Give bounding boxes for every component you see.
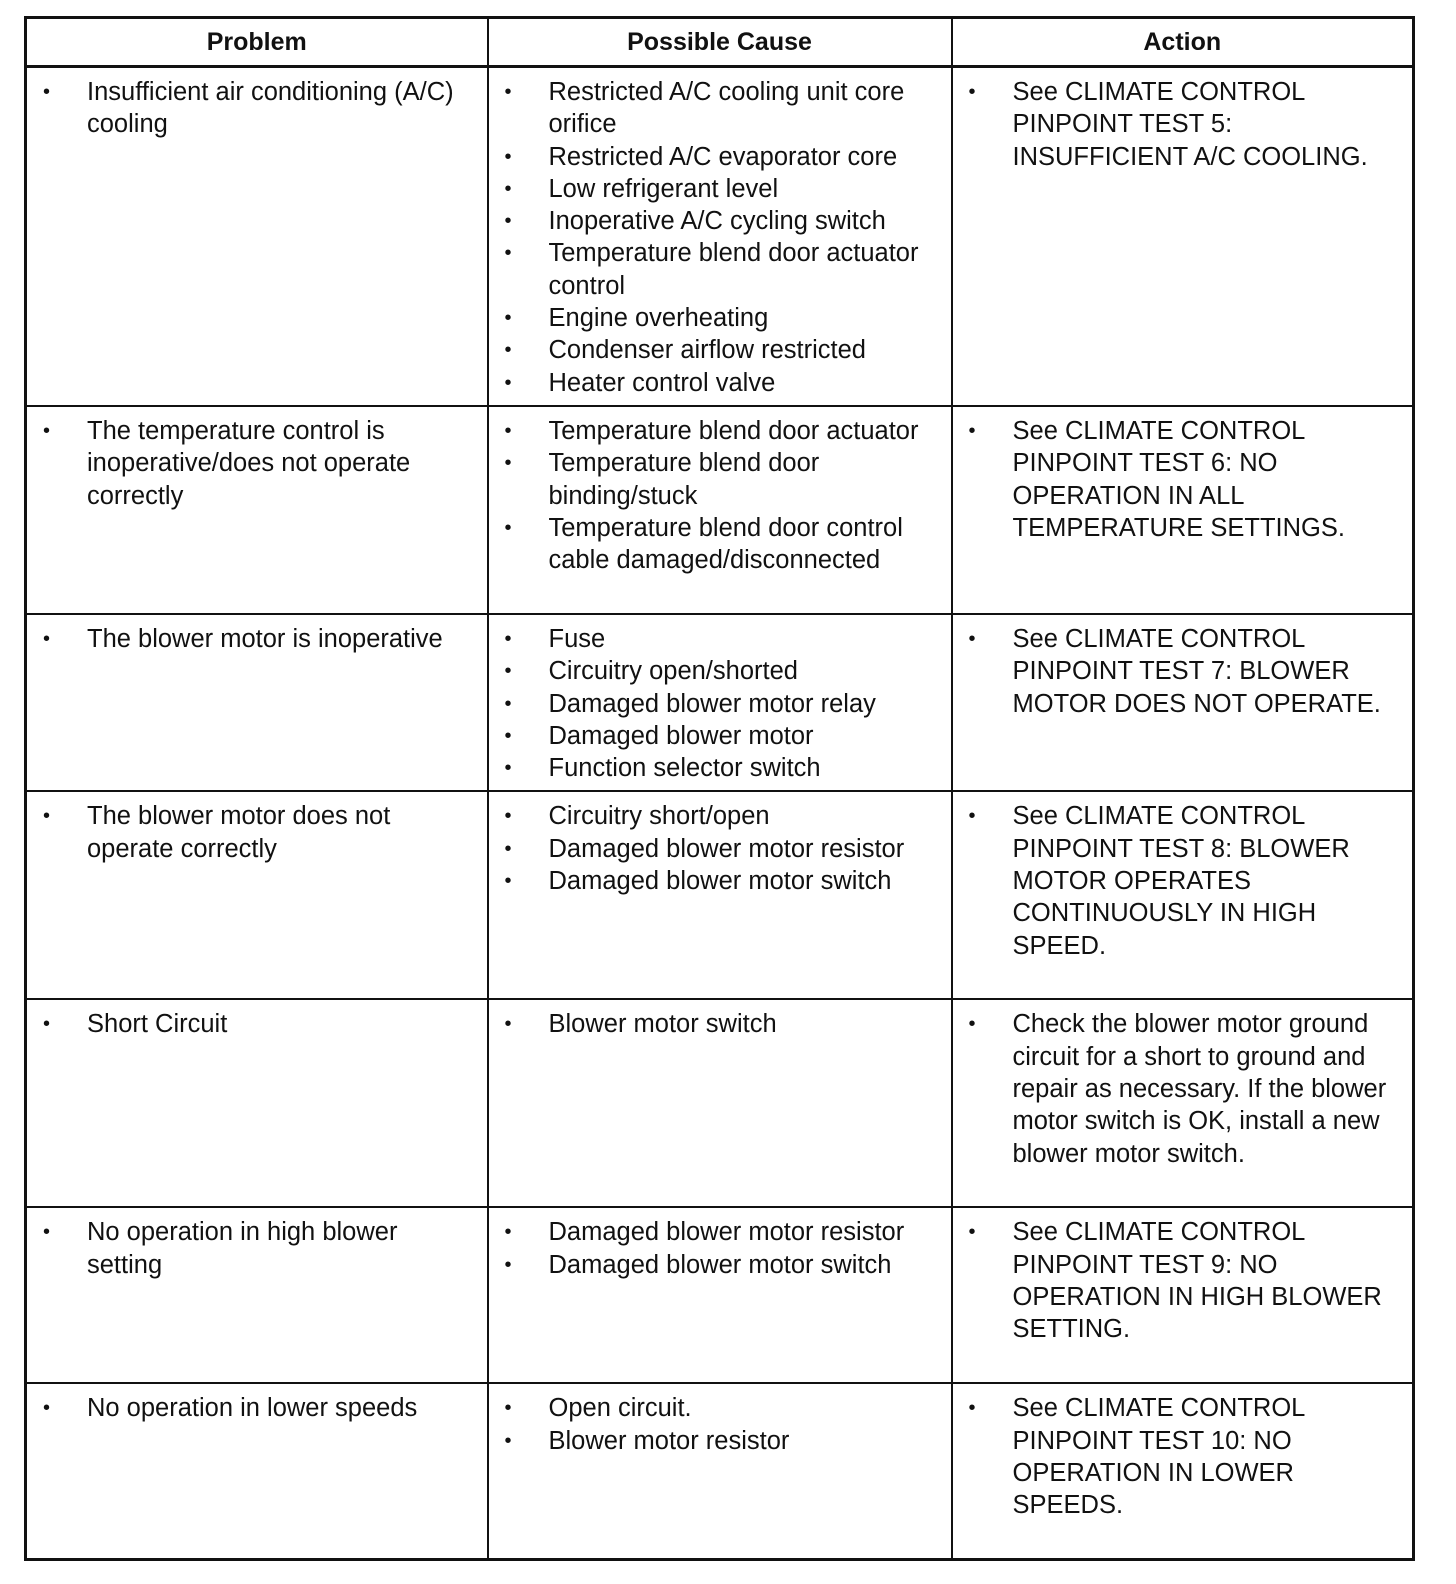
cause-item — [499, 833, 941, 865]
bullet-icon: • — [43, 627, 51, 650]
cause-text: Damaged blower motor — [548, 721, 814, 750]
cause-item — [499, 1216, 941, 1248]
bullet-icon: • — [43, 1013, 51, 1036]
cause-text: Damaged blower motor switch — [548, 1250, 892, 1279]
table-row — [26, 791, 1414, 999]
action-list — [963, 800, 1403, 961]
bullet-icon: • — [504, 870, 512, 893]
possible-cause-column-header: Possible Cause — [488, 18, 952, 67]
problem-list — [37, 1392, 477, 1424]
cause-item — [499, 720, 941, 752]
bullet-icon: • — [504, 660, 512, 683]
problem-text: Short Circuit — [87, 1010, 228, 1039]
bullet-icon: • — [504, 1397, 512, 1420]
action-cell — [952, 67, 1414, 406]
problem-item — [37, 800, 477, 865]
action-text: See CLIMATE CONTROL PINPOINT TEST 7: BLOWER MOTOR DOES NOT OPERATE. — [1012, 624, 1381, 718]
cause-item — [499, 512, 941, 577]
cause-text: Blower motor switch — [548, 1010, 777, 1039]
action-cell — [952, 614, 1414, 791]
bullet-icon: • — [504, 81, 512, 103]
action-text: See CLIMATE CONTROL PINPOINT TEST 8: BLOWER MOTOR OPERATES CONTINUOUSLY IN HIGH SPEED. — [1012, 802, 1350, 960]
action-cell — [952, 406, 1414, 614]
diagnosis-table — [24, 16, 1415, 1561]
bullet-icon: • — [968, 805, 976, 828]
cause-item — [499, 141, 941, 173]
bullet-icon: • — [504, 1253, 512, 1276]
cause-text: Circuitry open/shorted — [548, 657, 798, 686]
bullet-icon: • — [504, 837, 512, 860]
bullet-icon: • — [504, 307, 512, 330]
cause-text: Temperature blend door control cable damaged/disconnected — [548, 513, 903, 575]
action-item — [963, 623, 1403, 720]
cause-cell — [488, 999, 952, 1207]
cause-text: Blower motor resistor — [548, 1426, 790, 1455]
problem-item — [37, 76, 477, 141]
cause-item — [499, 623, 941, 655]
cause-item — [499, 334, 941, 366]
bullet-icon: • — [968, 1013, 976, 1036]
problem-item — [37, 1216, 477, 1281]
bullet-icon: • — [968, 1397, 976, 1420]
cause-text: Restricted A/C evaporator core — [548, 142, 898, 171]
cause-item — [499, 1249, 941, 1281]
problem-item — [37, 623, 477, 655]
bullet-icon: • — [504, 371, 512, 394]
problem-column-header: Problem — [26, 18, 488, 67]
cause-list — [499, 1216, 941, 1281]
problem-cell — [26, 999, 488, 1207]
bullet-icon: • — [504, 145, 512, 168]
cause-text: Restricted A/C cooling unit core orifice — [548, 78, 905, 139]
bullet-icon: • — [504, 1013, 512, 1036]
bullet-icon: • — [968, 419, 976, 442]
cause-text: Temperature blend door binding/stuck — [548, 449, 820, 510]
cause-item — [499, 865, 941, 897]
cause-item — [499, 302, 941, 334]
problem-item — [37, 1008, 477, 1040]
problem-list — [37, 76, 477, 141]
action-list — [963, 1216, 1403, 1345]
cause-item — [499, 367, 941, 399]
table-body — [26, 67, 1414, 1560]
problem-list — [37, 1216, 477, 1281]
action-item — [963, 1392, 1403, 1521]
action-list — [963, 1008, 1403, 1169]
problem-list — [37, 415, 477, 512]
action-text: Check the blower motor ground circuit for a short to ground and repair as necessary. If the blower motor switch is OK, install a new blower motor switch. — [1012, 1010, 1387, 1168]
bullet-icon: • — [43, 805, 51, 828]
problem-text: Insufficient air conditioning (A/C) cooling — [87, 78, 454, 139]
bullet-icon: • — [43, 81, 51, 103]
cause-cell — [488, 1383, 952, 1560]
action-item — [963, 1008, 1403, 1169]
cause-text: Temperature blend door actuator control — [548, 239, 919, 300]
cause-text: Condenser airflow restricted — [548, 336, 866, 365]
action-cell — [952, 999, 1414, 1207]
table-row — [26, 1207, 1414, 1383]
bullet-icon: • — [43, 419, 51, 442]
cause-list — [499, 623, 941, 784]
cause-text: Damaged blower motor relay — [548, 689, 876, 718]
bullet-icon: • — [504, 339, 512, 362]
cause-list — [499, 76, 941, 399]
problem-cell — [26, 406, 488, 614]
cause-text: Engine overheating — [548, 304, 769, 333]
problem-cell — [26, 1207, 488, 1383]
bullet-icon: • — [504, 627, 512, 650]
bullet-icon: • — [968, 627, 976, 650]
problem-list — [37, 800, 477, 865]
table-header — [26, 18, 1414, 67]
cause-item — [499, 173, 941, 205]
cause-item — [499, 655, 941, 687]
problem-text: The temperature control is inoperative/does not operate correctly — [87, 416, 411, 510]
table-row — [26, 67, 1414, 406]
bullet-icon: • — [43, 1221, 51, 1244]
action-list — [963, 415, 1403, 544]
cause-cell — [488, 1207, 952, 1383]
bullet-icon: • — [504, 692, 512, 715]
bullet-icon: • — [43, 1397, 51, 1420]
table-row — [26, 999, 1414, 1207]
table-row — [26, 1383, 1414, 1560]
cause-text: Fuse — [548, 624, 606, 653]
action-cell — [952, 1383, 1414, 1560]
bullet-icon: • — [504, 516, 512, 539]
cause-text: Circuitry short/open — [548, 802, 770, 831]
cause-item — [499, 688, 941, 720]
bullet-icon: • — [504, 210, 512, 233]
problem-text: No operation in lower speeds — [87, 1394, 418, 1423]
cause-item — [499, 1008, 941, 1040]
bullet-icon: • — [504, 805, 512, 828]
cause-text: Inoperative A/C cycling switch — [548, 207, 886, 236]
action-list — [963, 76, 1403, 173]
action-item — [963, 76, 1403, 173]
cause-item — [499, 76, 941, 141]
cause-item — [499, 800, 941, 832]
table-row — [26, 406, 1414, 614]
cause-item — [499, 752, 941, 784]
header-row — [26, 18, 1414, 67]
action-item — [963, 415, 1403, 544]
action-list — [963, 1392, 1403, 1521]
cause-text: Open circuit. — [548, 1394, 692, 1423]
action-text: See CLIMATE CONTROL PINPOINT TEST 5: INSUFFICIENT A/C COOLING. — [1012, 78, 1368, 171]
cause-list — [499, 1008, 941, 1040]
cause-list — [499, 1392, 941, 1457]
problem-text: No operation in high blower setting — [87, 1218, 398, 1279]
problem-cell — [26, 614, 488, 791]
cause-text: Damaged blower motor resistor — [548, 1218, 905, 1247]
action-item — [963, 800, 1403, 961]
cause-text: Temperature blend door actuator — [548, 416, 919, 445]
bullet-icon: • — [504, 1429, 512, 1452]
bullet-icon: • — [968, 1221, 976, 1244]
problem-text: The blower motor is inoperative — [87, 624, 443, 653]
action-item — [963, 1216, 1403, 1345]
action-column-header: Action — [952, 18, 1414, 67]
cause-text: Heater control valve — [548, 368, 776, 397]
problem-text: The blower motor does not operate correctly — [87, 802, 391, 863]
problem-list — [37, 623, 477, 655]
cause-list — [499, 415, 941, 576]
cause-cell — [488, 791, 952, 999]
problem-cell — [26, 791, 488, 999]
cause-text: Low refrigerant level — [548, 174, 779, 203]
cause-item — [499, 415, 941, 447]
cause-text: Damaged blower motor switch — [548, 867, 892, 896]
cause-cell — [488, 67, 952, 406]
action-text: See CLIMATE CONTROL PINPOINT TEST 10: NO OPERATION IN LOWER SPEEDS. — [1012, 1394, 1305, 1520]
action-list — [963, 623, 1403, 720]
action-text: See CLIMATE CONTROL PINPOINT TEST 6: NO OPERATION IN ALL TEMPERATURE SETTINGS. — [1012, 416, 1345, 542]
bullet-icon: • — [504, 724, 512, 747]
problem-item — [37, 415, 477, 512]
problem-cell — [26, 1383, 488, 1560]
problem-list — [37, 1008, 477, 1040]
bullet-icon: • — [504, 757, 512, 780]
cause-item — [499, 1425, 941, 1457]
bullet-icon: • — [504, 419, 512, 442]
cause-item — [499, 447, 941, 512]
table-row — [26, 614, 1414, 791]
bullet-icon: • — [504, 1221, 512, 1244]
bullet-icon: • — [968, 81, 976, 103]
cause-item — [499, 205, 941, 237]
cause-cell — [488, 406, 952, 614]
bullet-icon: • — [504, 242, 512, 265]
cause-text: Function selector switch — [548, 754, 821, 783]
action-cell — [952, 791, 1414, 999]
cause-item — [499, 237, 941, 302]
cause-item — [499, 1392, 941, 1424]
cause-list — [499, 800, 941, 897]
problem-item — [37, 1392, 477, 1424]
bullet-icon: • — [504, 452, 512, 475]
bullet-icon: • — [504, 177, 512, 200]
problem-cell — [26, 67, 488, 406]
action-text: See CLIMATE CONTROL PINPOINT TEST 9: NO OPERATION IN HIGH BLOWER SETTING. — [1012, 1218, 1382, 1344]
cause-cell — [488, 614, 952, 791]
action-cell — [952, 1207, 1414, 1383]
cause-text: Damaged blower motor resistor — [548, 834, 905, 863]
